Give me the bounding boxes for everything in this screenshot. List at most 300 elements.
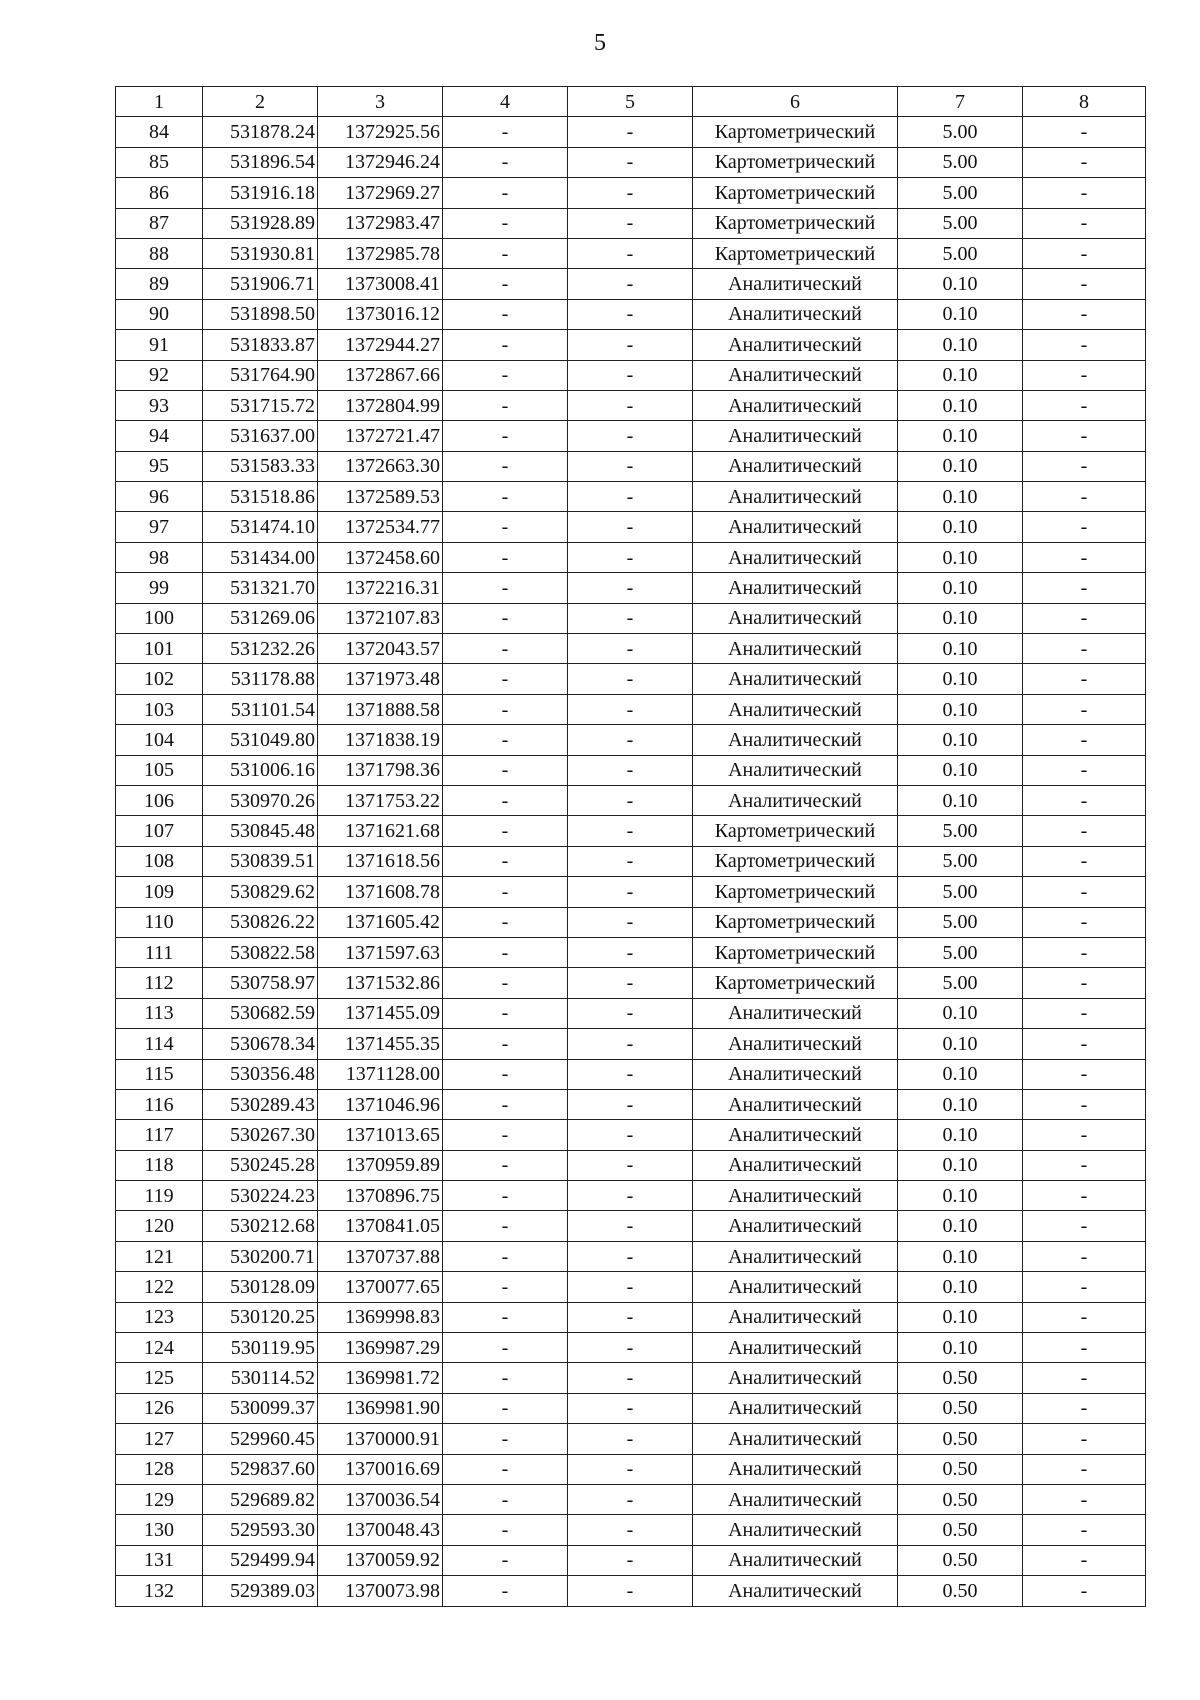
table-cell: 531583.33 <box>203 451 318 481</box>
table-cell: 0.10 <box>898 1150 1023 1180</box>
table-cell: 0.10 <box>898 390 1023 420</box>
table-cell: 529593.30 <box>203 1515 318 1545</box>
table-cell: - <box>568 1181 693 1211</box>
table-cell: 0.10 <box>898 1120 1023 1150</box>
table-cell: - <box>443 968 568 998</box>
table-cell: - <box>443 573 568 603</box>
table-cell: - <box>1023 147 1146 177</box>
table-cell: - <box>568 178 693 208</box>
table-cell: 530682.59 <box>203 998 318 1028</box>
table-cell: 1372663.30 <box>318 451 443 481</box>
table-cell: - <box>568 816 693 846</box>
table-cell: Аналитический <box>693 1333 898 1363</box>
table-cell: 531049.80 <box>203 725 318 755</box>
table-cell: 112 <box>116 968 203 998</box>
table-cell: - <box>1023 1545 1146 1575</box>
table-cell: 0.10 <box>898 421 1023 451</box>
table-cell: - <box>1023 1241 1146 1271</box>
table-cell: 1372216.31 <box>318 573 443 603</box>
table-cell: 529960.45 <box>203 1424 318 1454</box>
table-cell: 531906.71 <box>203 269 318 299</box>
table-cell: - <box>1023 816 1146 846</box>
table-cell: - <box>568 117 693 147</box>
column-header-2: 2 <box>203 87 318 117</box>
table-cell: - <box>443 421 568 451</box>
table-cell: 0.10 <box>898 542 1023 572</box>
table-cell: - <box>568 1576 693 1606</box>
table-cell: 0.50 <box>898 1424 1023 1454</box>
table-cell: - <box>1023 178 1146 208</box>
table-cell: Аналитический <box>693 1576 898 1606</box>
table-cell: 110 <box>116 907 203 937</box>
table-cell: 0.10 <box>898 1302 1023 1332</box>
table-cell: - <box>1023 1484 1146 1514</box>
table-cell: 530839.51 <box>203 846 318 876</box>
table-cell: - <box>443 451 568 481</box>
table-cell: Аналитический <box>693 725 898 755</box>
table-cell: - <box>443 269 568 299</box>
table-cell: 94 <box>116 421 203 451</box>
table-cell: - <box>443 755 568 785</box>
table-cell: - <box>568 968 693 998</box>
table-cell: - <box>568 1424 693 1454</box>
table-cell: 530822.58 <box>203 937 318 967</box>
table-row <box>116 542 1146 572</box>
table-cell: 0.10 <box>898 1272 1023 1302</box>
table-cell: 107 <box>116 816 203 846</box>
table-cell: Аналитический <box>693 512 898 542</box>
table-cell: - <box>568 1333 693 1363</box>
table-cell: - <box>1023 968 1146 998</box>
table-cell: 101 <box>116 634 203 664</box>
table-cell: - <box>1023 299 1146 329</box>
table-row <box>116 968 1146 998</box>
table-cell: Аналитический <box>693 299 898 329</box>
table-cell: - <box>443 1454 568 1484</box>
table-cell: 120 <box>116 1211 203 1241</box>
table-cell: Картометрический <box>693 846 898 876</box>
table-cell: 117 <box>116 1120 203 1150</box>
table-cell: - <box>568 1241 693 1271</box>
table-cell: - <box>568 573 693 603</box>
table-cell: 1373008.41 <box>318 269 443 299</box>
table-cell: - <box>568 542 693 572</box>
table-cell: - <box>1023 269 1146 299</box>
table-cell: 531474.10 <box>203 512 318 542</box>
table-cell: 96 <box>116 482 203 512</box>
table-row <box>116 147 1146 177</box>
table-cell: - <box>443 785 568 815</box>
table-cell: - <box>443 1241 568 1271</box>
table-cell: - <box>443 846 568 876</box>
table-cell: - <box>1023 907 1146 937</box>
table-cell: 5.00 <box>898 877 1023 907</box>
table-row <box>116 1484 1146 1514</box>
table-cell: 530200.71 <box>203 1241 318 1271</box>
table-cell: - <box>1023 664 1146 694</box>
table-cell: - <box>1023 603 1146 633</box>
table-cell: 0.10 <box>898 694 1023 724</box>
table-cell: 90 <box>116 299 203 329</box>
table-cell: 530267.30 <box>203 1120 318 1150</box>
table-cell: - <box>568 390 693 420</box>
table-cell: 127 <box>116 1424 203 1454</box>
table-cell: 131 <box>116 1545 203 1575</box>
table-cell: 1372969.27 <box>318 178 443 208</box>
table-cell: 530120.25 <box>203 1302 318 1332</box>
table-cell: 530758.97 <box>203 968 318 998</box>
table-cell: 0.50 <box>898 1454 1023 1484</box>
table-cell: 1370841.05 <box>318 1211 443 1241</box>
table-cell: - <box>568 1545 693 1575</box>
table-cell: 0.10 <box>898 512 1023 542</box>
table-cell: - <box>568 846 693 876</box>
table-cell: 1371046.96 <box>318 1089 443 1119</box>
table-cell: - <box>568 603 693 633</box>
table-cell: 1371973.48 <box>318 664 443 694</box>
table-cell: Аналитический <box>693 1120 898 1150</box>
table-cell: 0.50 <box>898 1484 1023 1514</box>
table-cell: - <box>1023 208 1146 238</box>
table-row <box>116 117 1146 147</box>
table-cell: Аналитический <box>693 390 898 420</box>
table-cell: - <box>443 542 568 572</box>
table-cell: 531637.00 <box>203 421 318 451</box>
table-cell: 1372867.66 <box>318 360 443 390</box>
table-cell: 111 <box>116 937 203 967</box>
table-cell: 0.10 <box>898 1333 1023 1363</box>
table-cell: - <box>1023 755 1146 785</box>
table-cell: 5.00 <box>898 117 1023 147</box>
table-cell: - <box>1023 1333 1146 1363</box>
table-cell: 530099.37 <box>203 1393 318 1423</box>
table-row <box>116 1272 1146 1302</box>
table-cell: 1373016.12 <box>318 299 443 329</box>
table-row <box>116 360 1146 390</box>
table-cell: - <box>568 694 693 724</box>
table-cell: - <box>1023 1089 1146 1119</box>
table-cell: 1370737.88 <box>318 1241 443 1271</box>
table-cell: 5.00 <box>898 937 1023 967</box>
table-cell: 1372946.24 <box>318 147 443 177</box>
table-cell: - <box>443 1363 568 1393</box>
table-cell: 530128.09 <box>203 1272 318 1302</box>
table-cell: 1370059.92 <box>318 1545 443 1575</box>
table-cell: 531896.54 <box>203 147 318 177</box>
table-cell: 1371621.68 <box>318 816 443 846</box>
table-row <box>116 1059 1146 1089</box>
table-cell: - <box>1023 573 1146 603</box>
table-cell: - <box>443 937 568 967</box>
table-cell: Аналитический <box>693 634 898 664</box>
table-cell: Аналитический <box>693 1181 898 1211</box>
table-cell: 0.10 <box>898 573 1023 603</box>
table-cell: - <box>1023 1272 1146 1302</box>
table-cell: - <box>1023 542 1146 572</box>
table-cell: - <box>443 178 568 208</box>
table-cell: - <box>443 907 568 937</box>
column-header-8: 8 <box>1023 87 1146 117</box>
table-cell: 128 <box>116 1454 203 1484</box>
table-cell: 100 <box>116 603 203 633</box>
table-cell: - <box>1023 1515 1146 1545</box>
table-row <box>116 1302 1146 1332</box>
table-cell: - <box>568 482 693 512</box>
table-cell: 106 <box>116 785 203 815</box>
table-cell: 0.10 <box>898 1089 1023 1119</box>
table-cell: 1371798.36 <box>318 755 443 785</box>
table-cell: 1371608.78 <box>318 877 443 907</box>
table-cell: 1372458.60 <box>318 542 443 572</box>
table-cell: Аналитический <box>693 269 898 299</box>
table-cell: - <box>1023 1029 1146 1059</box>
table-cell: - <box>568 330 693 360</box>
table-cell: 530678.34 <box>203 1029 318 1059</box>
table-cell: 5.00 <box>898 178 1023 208</box>
table-cell: Аналитический <box>693 1363 898 1393</box>
table-cell: - <box>1023 1393 1146 1423</box>
table-cell: - <box>1023 1181 1146 1211</box>
table-cell: Аналитический <box>693 1089 898 1119</box>
table-row <box>116 816 1146 846</box>
table-row <box>116 1393 1146 1423</box>
table-cell: Аналитический <box>693 482 898 512</box>
table-cell: 0.10 <box>898 664 1023 694</box>
table-cell: Картометрический <box>693 238 898 268</box>
column-header-5: 5 <box>568 87 693 117</box>
column-header-4: 4 <box>443 87 568 117</box>
table-cell: - <box>568 269 693 299</box>
table-cell: Аналитический <box>693 694 898 724</box>
table-cell: 88 <box>116 238 203 268</box>
table-cell: - <box>443 634 568 664</box>
table-row <box>116 694 1146 724</box>
table-cell: - <box>443 694 568 724</box>
table-cell: - <box>443 1029 568 1059</box>
table-cell: 5.00 <box>898 907 1023 937</box>
table-cell: - <box>568 421 693 451</box>
table-row <box>116 998 1146 1028</box>
table-cell: 1370048.43 <box>318 1515 443 1545</box>
table-cell: 113 <box>116 998 203 1028</box>
table-cell: 114 <box>116 1029 203 1059</box>
table-cell: 1372589.53 <box>318 482 443 512</box>
table-row <box>116 1211 1146 1241</box>
table-cell: 1371128.00 <box>318 1059 443 1089</box>
table-cell: 103 <box>116 694 203 724</box>
table-cell: - <box>443 147 568 177</box>
table-cell: - <box>443 816 568 846</box>
table-cell: - <box>1023 451 1146 481</box>
table-cell: 89 <box>116 269 203 299</box>
table-cell: Картометрический <box>693 208 898 238</box>
table-cell: 5.00 <box>898 147 1023 177</box>
table-row <box>116 1150 1146 1180</box>
table-cell: 0.10 <box>898 360 1023 390</box>
table-cell: - <box>1023 238 1146 268</box>
table-cell: 115 <box>116 1059 203 1089</box>
table-cell: - <box>443 1393 568 1423</box>
table-cell: - <box>443 1576 568 1606</box>
table-cell: 0.10 <box>898 1059 1023 1089</box>
table-cell: 0.10 <box>898 634 1023 664</box>
table-cell: - <box>443 877 568 907</box>
table-cell: - <box>568 1272 693 1302</box>
table-cell: 531916.18 <box>203 178 318 208</box>
table-cell: 0.10 <box>898 1029 1023 1059</box>
table-cell: 1372804.99 <box>318 390 443 420</box>
table-cell: - <box>443 299 568 329</box>
table-cell: 1371605.42 <box>318 907 443 937</box>
table-cell: - <box>568 1089 693 1119</box>
table-cell: 530829.62 <box>203 877 318 907</box>
table-cell: - <box>443 117 568 147</box>
table-cell: - <box>568 1029 693 1059</box>
table-cell: 99 <box>116 573 203 603</box>
column-header-7: 7 <box>898 87 1023 117</box>
table-cell: - <box>443 664 568 694</box>
table-row <box>116 877 1146 907</box>
table-cell: 0.10 <box>898 725 1023 755</box>
coordinates-table <box>115 86 1146 1607</box>
table-cell: - <box>568 1454 693 1484</box>
table-cell: 529837.60 <box>203 1454 318 1484</box>
table-body <box>116 117 1146 1606</box>
table-cell: 108 <box>116 846 203 876</box>
table-cell: - <box>568 1120 693 1150</box>
table-cell: 0.50 <box>898 1576 1023 1606</box>
table-cell: 531518.86 <box>203 482 318 512</box>
table-cell: 91 <box>116 330 203 360</box>
table-cell: - <box>568 1302 693 1332</box>
table-row <box>116 1363 1146 1393</box>
table-cell: 530970.26 <box>203 785 318 815</box>
table-cell: - <box>443 1333 568 1363</box>
table-row <box>116 1515 1146 1545</box>
table-cell: 0.10 <box>898 603 1023 633</box>
table-cell: Картометрический <box>693 147 898 177</box>
table-cell: 0.10 <box>898 1241 1023 1271</box>
table-cell: - <box>443 1424 568 1454</box>
table-cell: 1370036.54 <box>318 1484 443 1514</box>
table-cell: 0.10 <box>898 451 1023 481</box>
table-cell: - <box>443 725 568 755</box>
table-cell: - <box>568 634 693 664</box>
table-cell: - <box>568 785 693 815</box>
table-cell: 95 <box>116 451 203 481</box>
column-header-6: 6 <box>693 87 898 117</box>
table-cell: 1369981.72 <box>318 1363 443 1393</box>
table-cell: 1371455.35 <box>318 1029 443 1059</box>
table-cell: 97 <box>116 512 203 542</box>
table-cell: Аналитический <box>693 755 898 785</box>
table-row <box>116 1241 1146 1271</box>
table-cell: Аналитический <box>693 1272 898 1302</box>
table-row <box>116 603 1146 633</box>
table-cell: 86 <box>116 178 203 208</box>
table-cell: 531101.54 <box>203 694 318 724</box>
table-cell: 92 <box>116 360 203 390</box>
table-cell: - <box>1023 877 1146 907</box>
table-cell: - <box>1023 1120 1146 1150</box>
table-cell: - <box>1023 390 1146 420</box>
table-cell: - <box>1023 1576 1146 1606</box>
table-cell: - <box>1023 998 1146 1028</box>
table-cell: - <box>1023 1454 1146 1484</box>
table-row <box>116 573 1146 603</box>
table-cell: - <box>1023 634 1146 664</box>
table-cell: Аналитический <box>693 1211 898 1241</box>
table-cell: 1370959.89 <box>318 1150 443 1180</box>
table-cell: 85 <box>116 147 203 177</box>
table-cell: 529389.03 <box>203 1576 318 1606</box>
table-cell: 1371838.19 <box>318 725 443 755</box>
table-cell: Аналитический <box>693 1059 898 1089</box>
table-cell: 530845.48 <box>203 816 318 846</box>
table-row <box>116 178 1146 208</box>
table-row <box>116 1576 1146 1606</box>
table-cell: 531269.06 <box>203 603 318 633</box>
table-cell: - <box>443 1211 568 1241</box>
table-header <box>116 87 1146 117</box>
table-cell: 125 <box>116 1363 203 1393</box>
table-cell: 1372043.57 <box>318 634 443 664</box>
table-cell: 5.00 <box>898 968 1023 998</box>
table-cell: - <box>1023 1363 1146 1393</box>
table-cell: Аналитический <box>693 451 898 481</box>
table-row <box>116 1029 1146 1059</box>
table-cell: 0.10 <box>898 785 1023 815</box>
table-cell: 124 <box>116 1333 203 1363</box>
table-cell: Аналитический <box>693 785 898 815</box>
table-cell: 531715.72 <box>203 390 318 420</box>
table-cell: 116 <box>116 1089 203 1119</box>
table-cell: Аналитический <box>693 573 898 603</box>
table-cell: - <box>443 1302 568 1332</box>
table-cell: 531006.16 <box>203 755 318 785</box>
table-cell: - <box>568 664 693 694</box>
table-row <box>116 634 1146 664</box>
table-cell: 531434.00 <box>203 542 318 572</box>
table-cell: - <box>1023 1424 1146 1454</box>
table-cell: - <box>568 937 693 967</box>
table-cell: - <box>568 1363 693 1393</box>
table-cell: 0.10 <box>898 1211 1023 1241</box>
table-row <box>116 330 1146 360</box>
table-cell: - <box>568 147 693 177</box>
table-cell: 5.00 <box>898 238 1023 268</box>
table-cell: 105 <box>116 755 203 785</box>
column-header-3: 3 <box>318 87 443 117</box>
table-cell: 1372944.27 <box>318 330 443 360</box>
table-cell: 1371013.65 <box>318 1120 443 1150</box>
table-cell: 0.50 <box>898 1363 1023 1393</box>
table-cell: 104 <box>116 725 203 755</box>
table-cell: 5.00 <box>898 208 1023 238</box>
table-cell: - <box>568 1515 693 1545</box>
table-cell: 0.50 <box>898 1545 1023 1575</box>
table-cell: 530356.48 <box>203 1059 318 1089</box>
column-header-1: 1 <box>116 87 203 117</box>
table-cell: 531232.26 <box>203 634 318 664</box>
table-cell: - <box>568 907 693 937</box>
table-cell: 1372925.56 <box>318 117 443 147</box>
table-cell: - <box>568 998 693 1028</box>
table-cell: 102 <box>116 664 203 694</box>
table-cell: 530212.68 <box>203 1211 318 1241</box>
table-cell: - <box>1023 360 1146 390</box>
table-cell: - <box>1023 1211 1146 1241</box>
